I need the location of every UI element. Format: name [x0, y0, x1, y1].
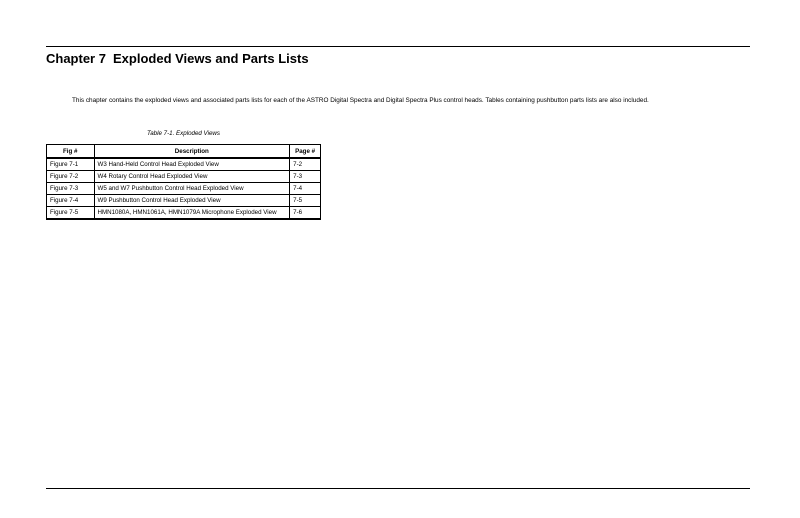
table-row: [47, 207, 321, 220]
table-row: [47, 183, 321, 195]
page-cell: 7-2: [290, 158, 321, 171]
fig-cell: Figure 7-1: [47, 158, 95, 171]
table-row: [47, 195, 321, 207]
column-header-page: Page #: [290, 145, 321, 159]
chapter-heading: [46, 51, 309, 66]
table-caption: Table 7-1. Exploded Views: [147, 130, 220, 137]
chapter-number: Chapter 7: [46, 51, 106, 66]
page-cell: 7-3: [290, 171, 321, 183]
description-cell: W5 and W7 Pushbutton Control Head Exploded View: [94, 183, 290, 195]
table-row: [47, 171, 321, 183]
column-header-description: Description: [94, 145, 290, 159]
exploded-views-table: [46, 144, 321, 220]
description-cell: HMN1080A, HMN1061A, HMN1079A Microphone Exploded View: [94, 207, 290, 220]
header-rule: [46, 46, 750, 47]
chapter-title: Exploded Views and Parts Lists: [113, 51, 309, 66]
description-cell: W3 Hand-Held Control Head Exploded View: [94, 158, 290, 171]
table-header-row: [47, 145, 321, 159]
fig-cell: Figure 7-5: [47, 207, 95, 220]
footer-rule: [46, 488, 750, 489]
page-cell: 7-4: [290, 183, 321, 195]
fig-cell: Figure 7-2: [47, 171, 95, 183]
column-header-fig: Fig #: [47, 145, 95, 159]
page-cell: 7-5: [290, 195, 321, 207]
table-row: [47, 158, 321, 171]
description-cell: W9 Pushbutton Control Head Exploded View: [94, 195, 290, 207]
description-cell: W4 Rotary Control Head Exploded View: [94, 171, 290, 183]
page-cell: 7-6: [290, 207, 321, 220]
fig-cell: Figure 7-3: [47, 183, 95, 195]
fig-cell: Figure 7-4: [47, 195, 95, 207]
intro-paragraph: This chapter contains the exploded views and associated parts lists for each of the ASTRO Digital Spectra and Digital Spectra Plus control heads. Tables containing pushbutton parts lists are also included.: [72, 97, 649, 104]
